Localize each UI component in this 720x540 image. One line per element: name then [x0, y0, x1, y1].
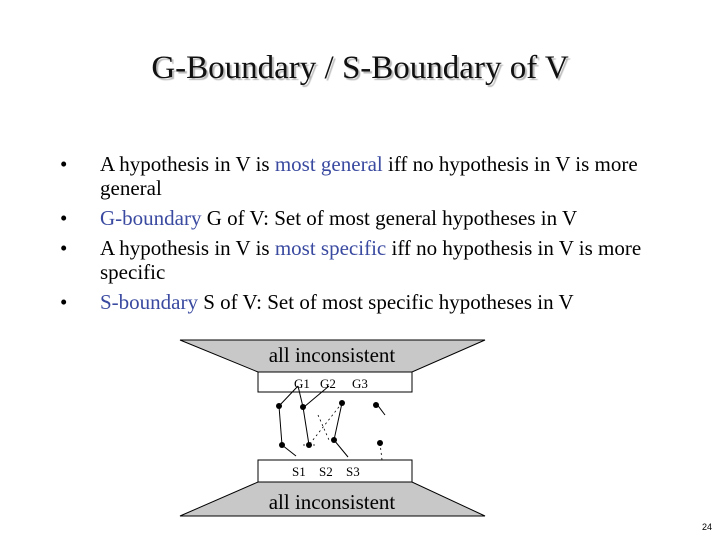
node [331, 437, 337, 443]
bullet-dot: • [60, 236, 68, 260]
highlight-term: S-boundary [100, 290, 198, 314]
highlight-term: most specific [274, 236, 387, 260]
s1-label: S1 [292, 464, 306, 479]
highlight-term: G-boundary [100, 206, 202, 230]
bullet-item: • A hypothesis in V is most general iff no hypothesis in V is more general [60, 152, 638, 200]
slide-number: 24 [701, 522, 712, 532]
node [377, 440, 383, 446]
node [300, 404, 306, 410]
node [279, 442, 285, 448]
g2-label: G2 [320, 376, 336, 391]
node [339, 400, 345, 406]
bottom-boundary-label: all inconsistent [268, 490, 396, 514]
node [373, 402, 379, 408]
highlight-term: most general [274, 152, 383, 176]
s-boundary-box [258, 460, 412, 482]
s2-label: S2 [319, 464, 333, 479]
bullet-dot: • [60, 290, 68, 314]
node [306, 442, 312, 448]
bullet-item: • S-boundary S of V: Set of most specific hypotheses in V [60, 290, 574, 314]
top-boundary-label: all inconsistent [268, 343, 396, 367]
bullet-item: • A hypothesis in V is most specific iff no hypothesis in V is more specific [60, 236, 642, 284]
bullet-dot: • [60, 206, 68, 230]
g1-label: G1 [294, 376, 310, 391]
hypothesis-nodes [276, 400, 383, 448]
g3-label: G3 [352, 376, 368, 391]
s3-label: S3 [346, 464, 360, 479]
slide-title: G-Boundary / S-Boundary of V [151, 50, 569, 86]
bullet-item: • G-boundary G of V: Set of most general hypotheses in V [60, 206, 578, 230]
bullet-dot: • [60, 152, 68, 176]
hypothesis-edges [279, 386, 385, 470]
node [276, 403, 282, 409]
dashed-edges [303, 403, 382, 460]
